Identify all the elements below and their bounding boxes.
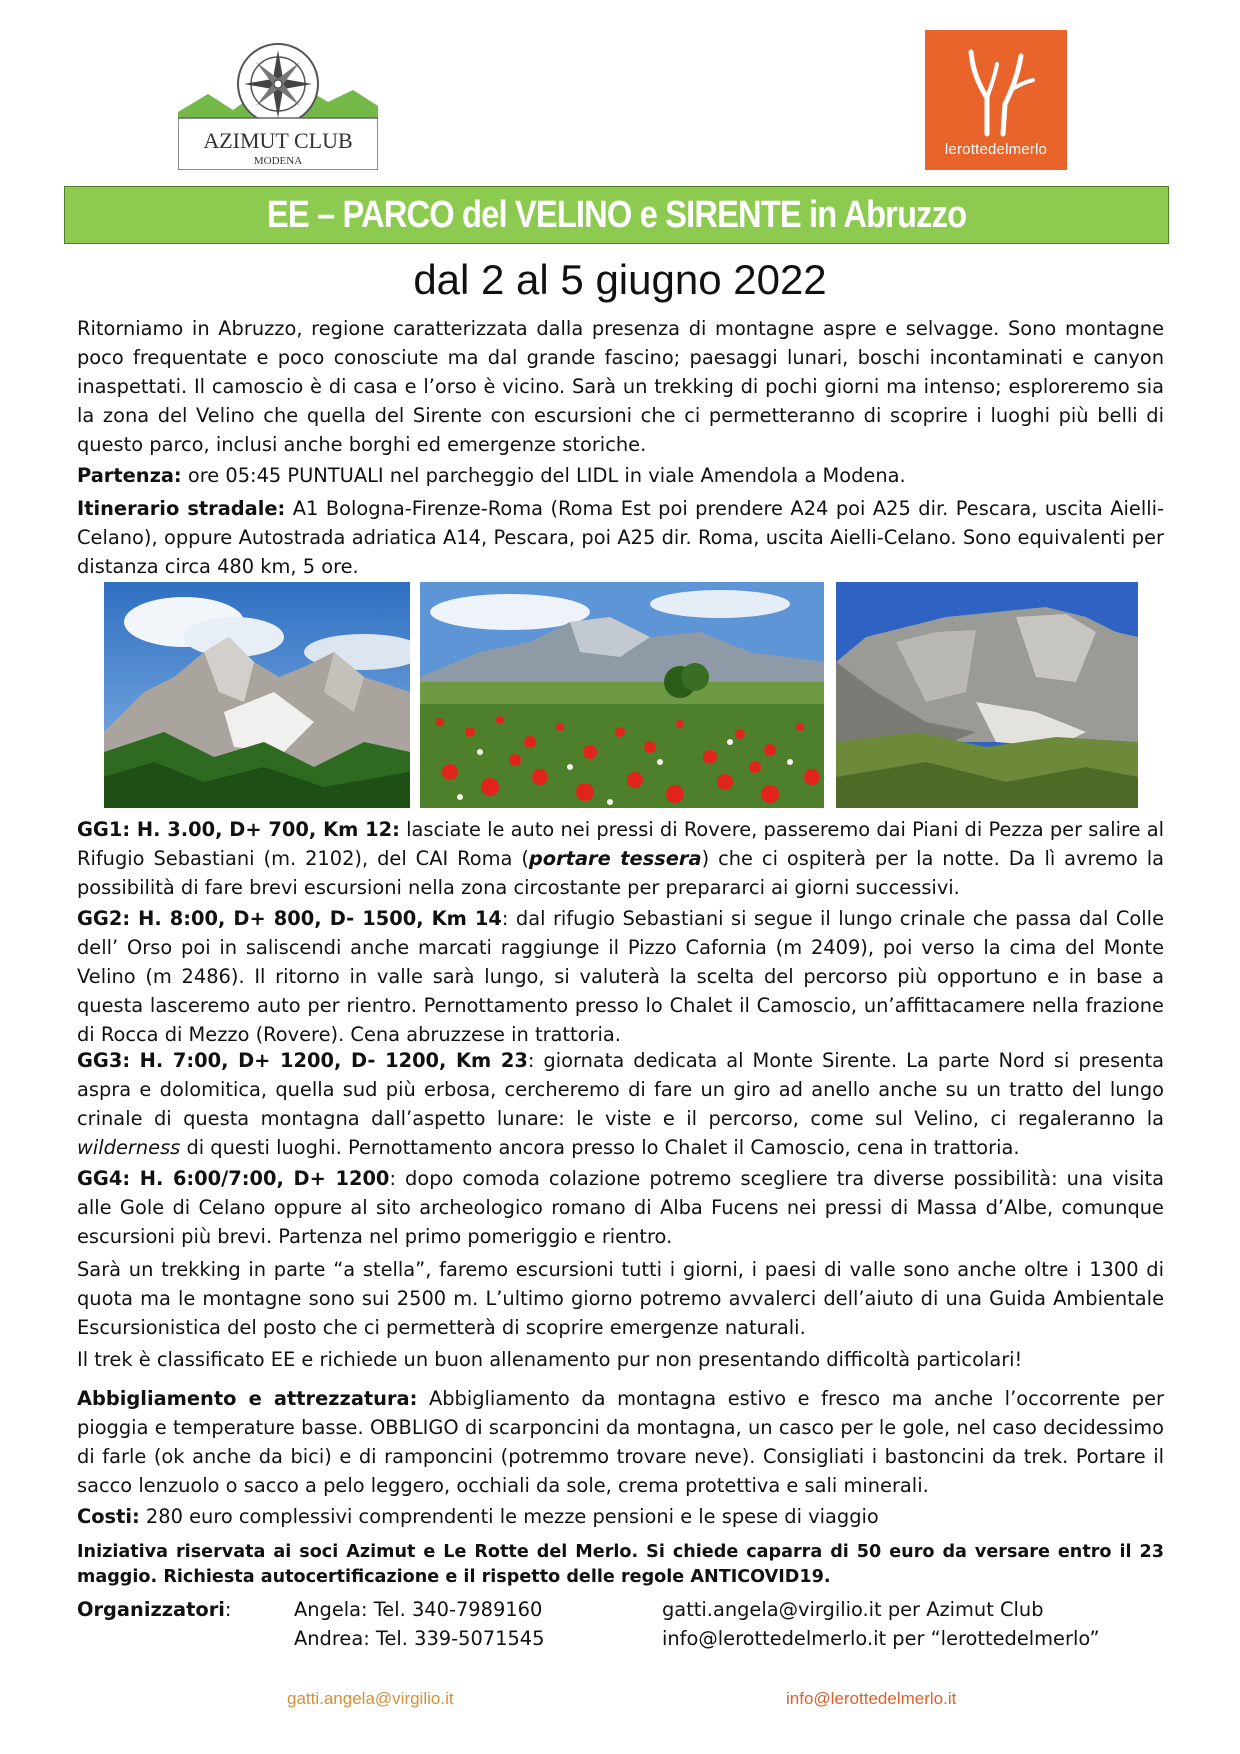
lerottedelmerlo-brand: lerottedelmerlo [944, 141, 1048, 158]
title-banner [64, 186, 1169, 244]
day3-emphasis: wilderness [77, 1136, 181, 1159]
day2-paragraph [77, 904, 1164, 1049]
classification-paragraph: Il trek è classificato EE e richiede un buon allenamento pur non presentando difficoltà particolari! [77, 1348, 1023, 1371]
organizer-angela-phone: Angela: Tel. 340-7989160 [294, 1598, 543, 1621]
day1-text: lasciate le auto nei pressi di Rovere, passeremo dai Piani di Pezza per salire al Rifugio Sebastiani (m. 2102), del CAI Roma ( [77, 818, 1164, 870]
svg-text:AZIMUT CLUB: AZIMUT CLUB [203, 128, 353, 153]
footer-email-right[interactable]: info@lerottedelmerlo.it [786, 1689, 957, 1708]
itinerario-label: Itinerario stradale: [77, 497, 286, 520]
lerottedelmerlo-logo [925, 30, 1067, 170]
day3-text-end: di questi luoghi. Pernottamento ancora presso lo Chalet il Camoscio, cena in trattoria. [180, 1136, 1020, 1159]
equipment-text: Abbigliamento da montagna estivo e fresco ma anche l’occorrente per pioggia e temperature basse. OBBLIGO di scarponcini da montagna, un casco per le gole, nel caso decidessimo di farle (ok anche da bici) e di ramponcini (potremmo trovare neve). Consigliati i bastoncini da trek. Portare il sacco lenzuolo o sacco a pelo leggero, occhiali da sole, crema protettiva e sali minerali. [77, 1387, 1164, 1497]
organizers-label [77, 1598, 231, 1621]
equipment-paragraph [77, 1384, 1164, 1500]
itinerario-paragraph [77, 494, 1164, 581]
page-title: EE – PARCO del VELINO e SIRENTE in Abruzzo [266, 193, 967, 236]
intro-paragraph: Ritorniamo in Abruzzo, regione caratterizzata dalla presenza di montagne aspre e selvagge. Sono montagne poco frequentate e poco conosciute ma dal grande fascino; paesaggi lunari, boschi incontaminati e canyon inaspettati. Il camoscio è di casa e l’orso è vicino. Sarà un trekking di pochi giorni ma intenso; esploreremo sia la zona del Velino che quella del Sirente con escursioni che ci permetteranno di scoprire i luoghi più belli di questo parco, inclusi anche borghi ed emergenze storiche. [77, 317, 1164, 456]
stella-paragraph: Sarà un trekking in parte “a stella”, faremo escursioni tutti i giorni, i paesi di valle sono anche oltre i 1300 di quota ma le montagne sono sui 2500 m. L’ultimo giorno potremo avvalerci dell’aiuto di una Guida Ambientale Escursionistica del posto che ci permetterà di scoprire emergenze naturali. [77, 1258, 1164, 1339]
day2-label: GG2: H. 8:00, D+ 800, D- 1500, Km 14 [77, 907, 502, 930]
costs-text: 280 euro complessivi comprendenti le mezze pensioni e le spese di viaggio [139, 1505, 879, 1528]
photo-poppy-field [420, 582, 824, 808]
organizers-label-text: Organizzatori [77, 1598, 225, 1621]
costs-label: Costi: [77, 1505, 140, 1528]
day2-text: : dal rifugio Sebastiani si segue il lungo crinale che passa dal Colle dell’ Orso poi in saliscendi anche marcati raggiunge il Pizzo Cafornia (m 2409), poi verso la cima del Monte Velino (m 2486). Il ritorno in valle sarà lungo, si valuterà la scelta del percorso più opportuno e in base a questa lasceremo auto per rientro. Pernottamento presso lo Chalet il Camoscio, un’affittacamere nella frazione di Rocca di Mezzo (Rovere). Cena abruzzese in trattoria. [77, 907, 1164, 1046]
organizer-andrea-phone: Andrea: Tel. 339-5071545 [294, 1627, 545, 1650]
itinerario-text: A1 Bologna-Firenze-Roma (Roma Est poi prendere A24 poi A25 dir. Pescara, uscita Aielli-Celano), oppure Autostrada adriatica A14, Pescara, poi A25 dir. Roma, uscita Aielli-Celano. Sono equivalenti per distanza circa 480 km, 5 ore. [77, 497, 1165, 578]
organizers-colon: : [224, 1598, 232, 1621]
organizer-email-rotte: info@lerottedelmerlo.it per “lerottedelmerlo” [662, 1627, 1100, 1650]
day1-text-end: ) che ci ospiterà per la notte. Da lì avremo la possibilità di fare brevi escursioni nella zona circostante per prepararci ai giorni successivi. [77, 847, 1164, 899]
organizer-email-azimut: gatti.angela@virgilio.it per Azimut Club [662, 1598, 1044, 1621]
day4-paragraph [77, 1164, 1164, 1251]
day3-label: GG3: H. 7:00, D+ 1200, D- 1200, Km 23 [77, 1049, 528, 1072]
photo-sirente-cliffs [836, 582, 1138, 808]
day3-paragraph [77, 1046, 1164, 1162]
costs-paragraph [77, 1502, 1164, 1531]
event-date: dal 2 al 5 giugno 2022 [413, 256, 827, 303]
day4-label: GG4: H. 6:00/7:00, D+ 1200 [77, 1167, 390, 1190]
day4-text: : dopo comoda colazione potremo scegliere tra diverse possibilità: una visita alle Gole di Celano oppure al sito archeologico romano di Alba Fucens nei pressi di Massa d’Albe, comunque escursioni più brevi. Partenza nel primo pomeriggio e rientro. [77, 1167, 1164, 1248]
day1-paragraph [77, 815, 1164, 902]
day3-text: : giornata dedicata al Monte Sirente. La parte Nord si presenta aspra e dolomitica, quella sud più erbosa, cercheremo di fare un giro ad anello anche su un tratto del lungo crinale di questa montagna dall’aspetto lunare: le viste e il percorso, come sul Velino, ci regaleranno la [77, 1049, 1164, 1130]
azimut-club-logo [178, 32, 378, 170]
partenza-paragraph [77, 461, 1164, 490]
equipment-label: Abbigliamento e attrezzatura: [77, 1387, 418, 1410]
partenza-text: ore 05:45 PUNTUALI nel parcheggio del LIDL in viale Amendola a Modena. [181, 464, 906, 487]
day1-label: GG1: H. 3.00, D+ 700, Km 12: [77, 818, 400, 841]
membership-notice: Iniziativa riservata ai soci Azimut e Le Rotte del Merlo. Si chiede caparra di 50 euro da versare entro il 23 maggio. Richiesta autocertificazione e il rispetto delle regole ANTICOVID19. [77, 1542, 1164, 1587]
footer-email-left[interactable]: gatti.angela@virgilio.it [287, 1689, 454, 1708]
day1-emphasis: portare tessera [528, 847, 702, 870]
svg-text:MODENA: MODENA [253, 155, 303, 167]
partenza-label: Partenza: [77, 464, 182, 487]
photo-velino-peaks [104, 582, 410, 808]
